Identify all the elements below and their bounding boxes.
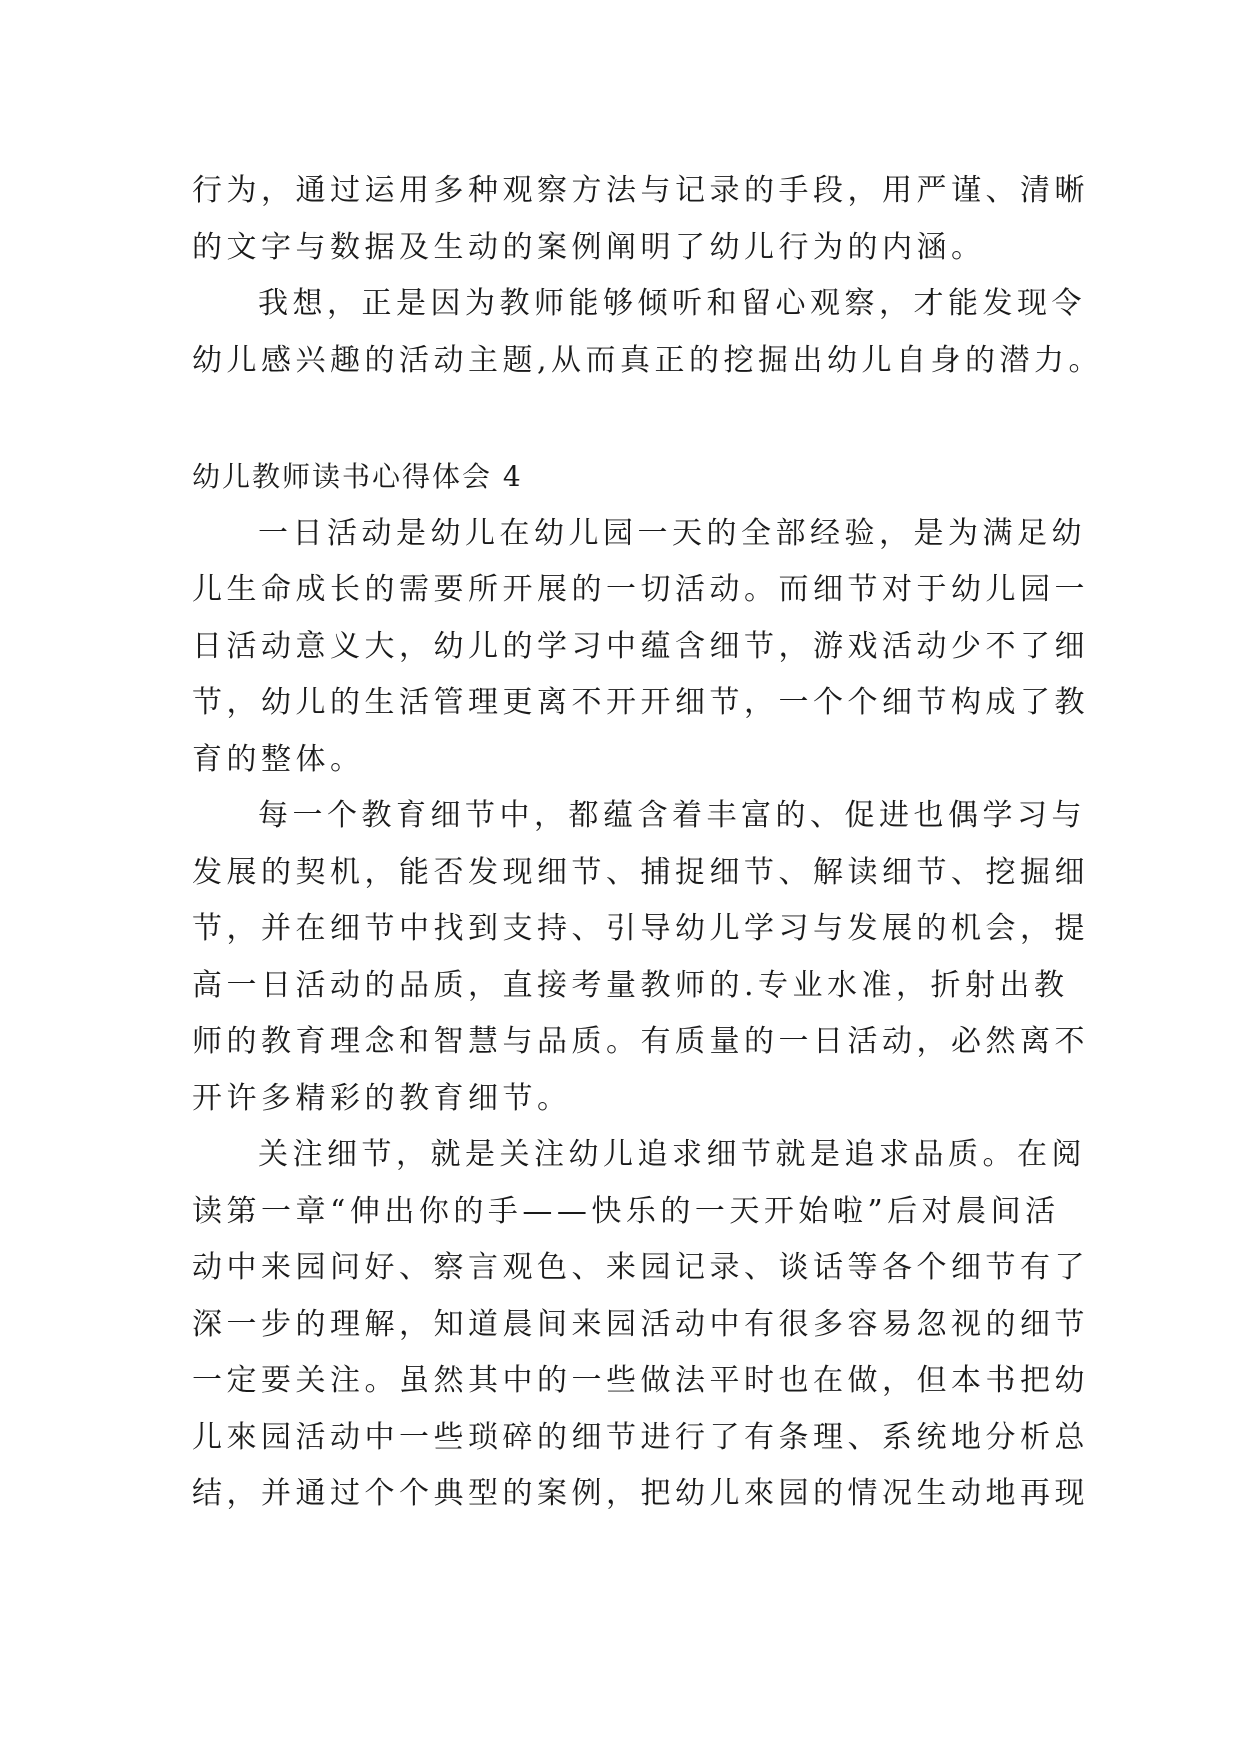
section-heading: 幼儿教师读书心得体会 4 xyxy=(192,460,523,493)
paragraph-line: 动中来园问好、察言观色、来园记录、谈话等各个细节有了 xyxy=(192,1250,1089,1285)
document-body xyxy=(192,163,1104,1523)
paragraph-line: 儿來园活动中一些琐碎的细节进行了有条理、系统地分析总 xyxy=(192,1419,1089,1455)
paragraph-line: 结，并通过个个典型的案例，把幼儿來园的情况生动地再现 xyxy=(192,1476,1089,1511)
paragraph-line: 开许多精彩的教育细节。 xyxy=(192,1080,572,1116)
paragraph-line: 读第一章“伸出你的手——快乐的一天开始啦”后对晨间活 xyxy=(192,1193,1060,1229)
paragraph-line: 儿生命成长的需要所开展的一切活动。而细节对于幼儿园一 xyxy=(192,572,1089,607)
paragraph-line: 一日活动是幼儿在幼儿园一天的全部经验，是为满足幼 xyxy=(258,515,1086,551)
paragraph-line: 深一步的理解，知道晨间来园活动中有很多容易忽视的细节 xyxy=(192,1306,1089,1342)
paragraph-line: 节，并在细节中找到支持、引导幼儿学习与发展的机会，提 xyxy=(192,911,1089,946)
paragraph-line: 师的教育理念和智慧与品质。有质量的一日活动，必然离不 xyxy=(192,1024,1089,1059)
section-gap xyxy=(192,389,1052,449)
paragraph-line: 关注细节，就是关注幼儿追求细节就是追求品质。在阅 xyxy=(258,1137,1086,1172)
paragraph-line: 我想，正是因为教师能够倾听和留心观察，才能发现令 xyxy=(258,286,1086,321)
paragraph-line: 每一个教育细节中，都蕴含着丰富的、促进也偶学习与 xyxy=(258,798,1086,833)
paragraph-line: 一定要关注。虽然其中的一些做法平时也在做，但本书把幼 xyxy=(192,1363,1089,1398)
paragraph-line: 发展的契机，能否发现细节、捕捉细节、解读细节、挖掘细 xyxy=(192,854,1089,890)
paragraph-line: 幼儿感兴趣的活动主题,从而真正的挖掘出幼儿自身的潜力。 xyxy=(192,342,1104,378)
paragraph-line: 育的整体。 xyxy=(192,741,365,777)
paragraph-line: 高一日活动的品质，直接考量教师的.专业水准，折射出教 xyxy=(192,967,1069,1003)
paragraph-line: 节，幼儿的生活管理更离不开开细节，一个个细节构成了教 xyxy=(192,685,1089,720)
paragraph-line: 日活动意义大，幼儿的学习中蕴含细节，游戏活动少不了细 xyxy=(192,628,1089,664)
paragraph-line: 的文字与数据及生动的案例阐明了幼儿行为的内涵。 xyxy=(192,229,986,265)
paragraph-line: 行为，通过运用多种观察方法与记录的手段，用严谨、清晰 xyxy=(192,173,1089,208)
